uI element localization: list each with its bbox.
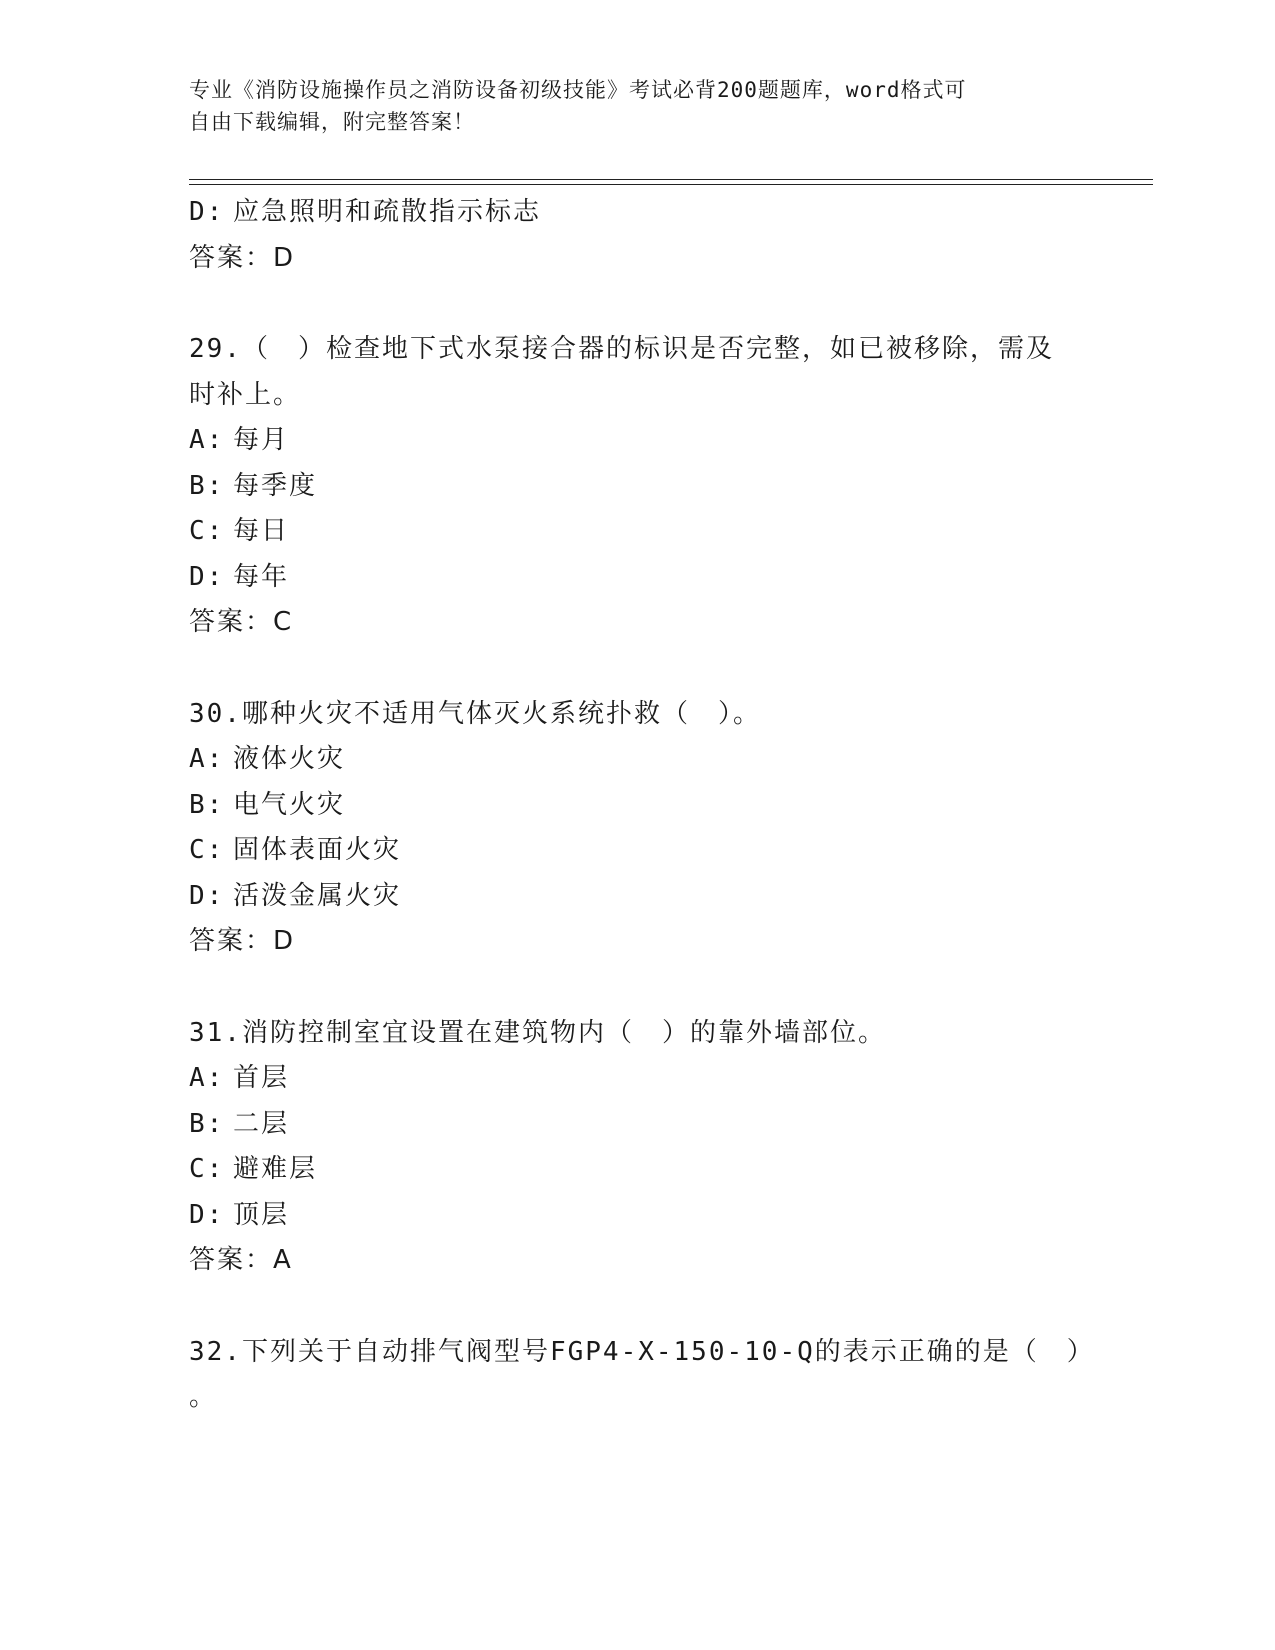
option-d bbox=[189, 555, 1089, 601]
question-stem: 30.哪种火灾不适用气体灭火系统扑救（ ）。 bbox=[189, 698, 761, 729]
option-text: 每月 bbox=[233, 425, 290, 455]
answer-line: 答案：D bbox=[189, 242, 296, 273]
question-32 bbox=[189, 1330, 1095, 1421]
answer-line: 答案：C bbox=[189, 607, 294, 637]
option-c bbox=[189, 509, 1089, 555]
question-stem: 32.下列关于自动排气阀型号FGP4-X-150-10-Q的表示正确的是（ ） bbox=[189, 1336, 1095, 1367]
option-letter: A: bbox=[189, 425, 225, 455]
question-stem: 29.（ ）检查地下式水泵接合器的标识是否完整，如已被移除，需及 bbox=[189, 334, 1054, 364]
option-d bbox=[189, 1193, 1089, 1239]
option-b bbox=[189, 464, 1089, 510]
option-d bbox=[189, 874, 1089, 920]
option-text: 避难层 bbox=[233, 1154, 318, 1184]
header-divider-top bbox=[189, 179, 1153, 180]
question-30 bbox=[189, 692, 1089, 965]
option-text: 顶层 bbox=[233, 1199, 290, 1230]
option-letter: C: bbox=[189, 516, 225, 546]
option-letter: D: bbox=[189, 197, 225, 227]
option-text: 固体表面火灾 bbox=[233, 835, 402, 865]
header-divider-bottom bbox=[189, 184, 1153, 185]
option-b bbox=[189, 1102, 1089, 1148]
option-b bbox=[189, 783, 1089, 829]
option-text: 活泼金属火灾 bbox=[233, 880, 402, 911]
option-text: 二层 bbox=[233, 1108, 290, 1139]
answer-line: 答案：A bbox=[189, 1245, 293, 1275]
option-letter: D: bbox=[189, 880, 225, 911]
option-letter: B: bbox=[189, 470, 225, 501]
header-line-1: 专业《消防设施操作员之消防设备初级技能》考试必背200题题库，word格式可 bbox=[189, 78, 967, 102]
option-letter: A: bbox=[189, 744, 225, 774]
question-29 bbox=[189, 327, 1089, 646]
question-list bbox=[189, 190, 1095, 1421]
option-text: 每日 bbox=[233, 516, 290, 546]
option-text: 液体火灾 bbox=[233, 744, 346, 774]
option-letter: A: bbox=[189, 1063, 225, 1093]
option-d bbox=[189, 190, 1089, 236]
option-text: 电气火灾 bbox=[233, 789, 346, 820]
option-c bbox=[189, 828, 1089, 874]
option-c bbox=[189, 1147, 1089, 1193]
spacer bbox=[189, 646, 1089, 692]
question-stem-continued: 。 bbox=[189, 1382, 218, 1412]
option-letter: C: bbox=[189, 1154, 225, 1184]
header-line-2: 自由下载编辑，附完整答案！ bbox=[189, 110, 475, 134]
option-letter: B: bbox=[189, 1108, 225, 1139]
spacer bbox=[189, 281, 1089, 327]
question-stem: 31.消防控制室宜设置在建筑物内（ ）的靠外墙部位。 bbox=[189, 1017, 886, 1048]
option-letter: C: bbox=[189, 835, 225, 865]
option-text: 首层 bbox=[233, 1063, 290, 1093]
document-header bbox=[189, 74, 1089, 138]
question-stem-continued: 时补上。 bbox=[189, 379, 302, 410]
option-text: 每季度 bbox=[233, 470, 318, 501]
option-letter: D: bbox=[189, 561, 225, 592]
answer-line: 答案：D bbox=[189, 926, 296, 956]
option-a bbox=[189, 1056, 1089, 1102]
question-31 bbox=[189, 1011, 1089, 1284]
option-a bbox=[189, 418, 1089, 464]
option-text: 应急照明和疏散指示标志 bbox=[233, 197, 542, 227]
option-a bbox=[189, 737, 1089, 783]
spacer bbox=[189, 965, 1089, 1011]
spacer bbox=[189, 1284, 1089, 1330]
option-text: 每年 bbox=[233, 561, 290, 592]
option-letter: D: bbox=[189, 1199, 225, 1230]
option-letter: B: bbox=[189, 789, 225, 820]
